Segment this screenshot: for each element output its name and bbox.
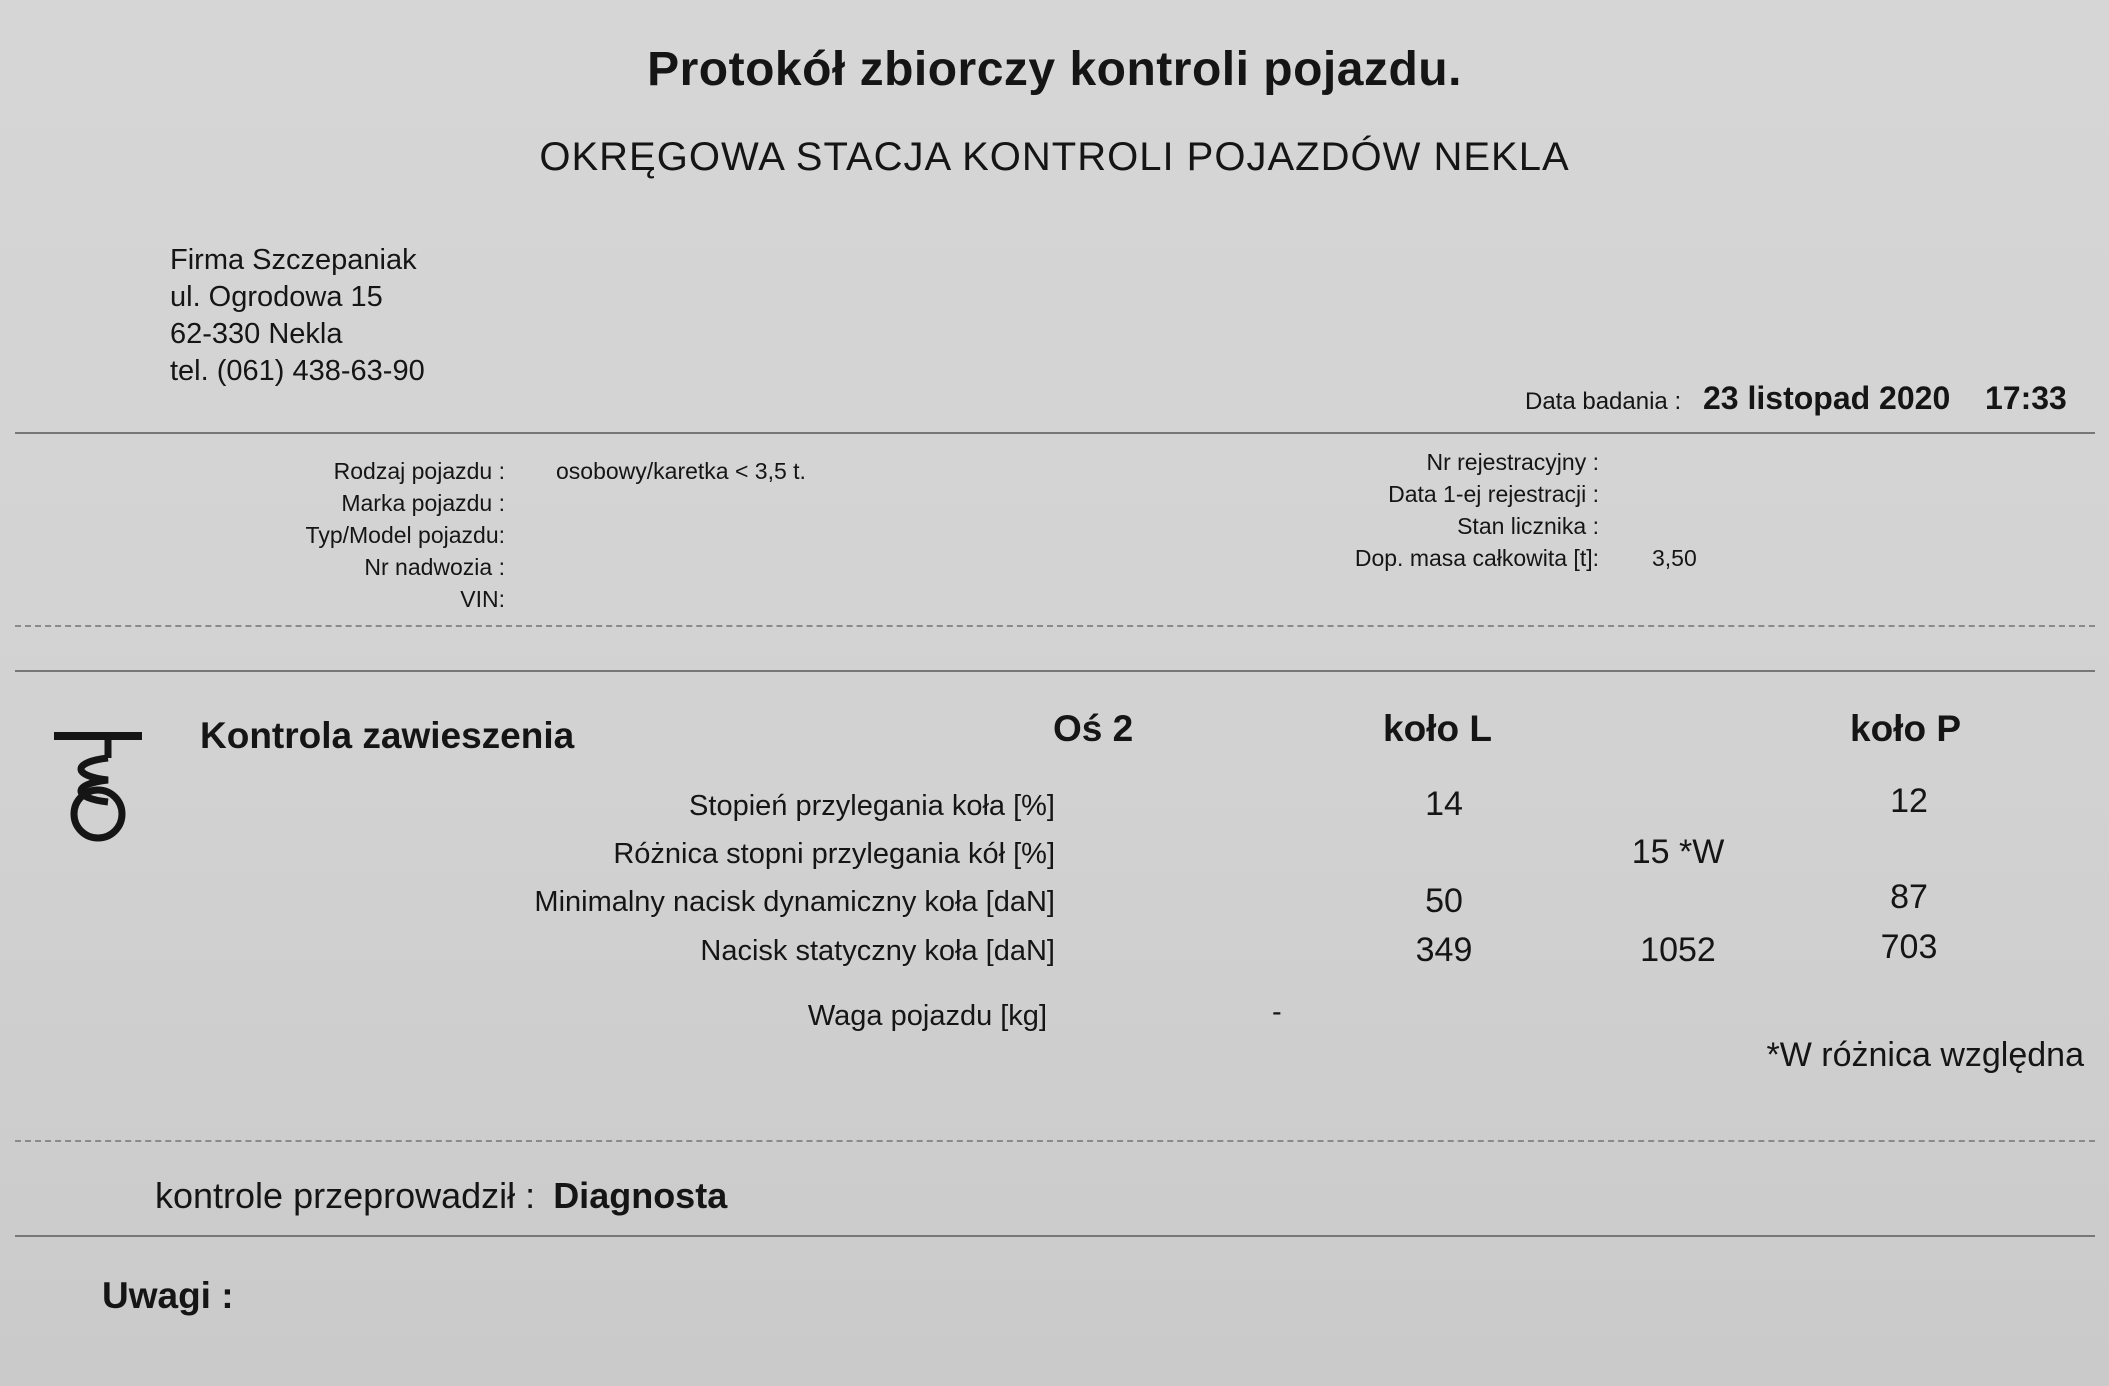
exam-date: 23 listopad 2020 (1703, 380, 1951, 416)
vehicle-make-value (556, 487, 806, 519)
registration-number-label: Nr rejestracyjny : (1426, 449, 1599, 475)
cell-min-dynamic-left: 50 (1425, 882, 1463, 920)
vehicle-weight-value: - (1272, 996, 1282, 1028)
vehicle-left-labels (306, 455, 505, 615)
column-header-left-wheel: koło L (1383, 708, 1492, 749)
divider (15, 432, 2095, 434)
max-weight-label: Dop. masa całkowita [t]: (1354, 545, 1599, 571)
vehicle-vin-value (556, 583, 806, 615)
cell-adhesion-difference: 15 *W (1631, 833, 1725, 871)
performed-by-value: Diagnosta (553, 1175, 728, 1216)
vehicle-vin-label: VIN: (460, 586, 505, 612)
vehicle-body-number-value (556, 551, 806, 583)
row-label-adhesion: Stopień przylegania koła [%] (689, 790, 1055, 822)
company-name: Firma Szczepaniak (170, 244, 417, 276)
performed-by-line (155, 1175, 727, 1217)
remarks-label: Uwagi : (102, 1275, 234, 1316)
suspension-spring-icon (50, 728, 150, 848)
vehicle-weight-label: Waga pojazdu [kg] (807, 1000, 1047, 1032)
row-label-static-pressure: Nacisk statyczny koła [daN] (700, 935, 1055, 967)
divider (15, 1140, 2095, 1142)
cell-adhesion-left: 14 (1425, 785, 1463, 823)
company-street: ul. Ogrodowa 15 (170, 281, 383, 313)
vehicle-type-label: Rodzaj pojazdu : (333, 458, 505, 484)
exam-time: 17:33 (1985, 380, 2067, 416)
divider (15, 625, 2095, 627)
divider (15, 1235, 2095, 1237)
vehicle-make-label: Marka pojazdu : (341, 490, 505, 516)
cell-adhesion-right: 12 (1890, 782, 1928, 820)
vehicle-left-values (556, 455, 806, 615)
station-name: OKRĘGOWA STACJA KONTROLI POJAZDÓW NEKLA (539, 135, 1570, 179)
vehicle-type-value: osobowy/karetka < 3,5 t. (556, 458, 806, 484)
divider (15, 670, 2095, 672)
relative-difference-footnote: *W różnica względna (1766, 1036, 2084, 1074)
company-address (170, 242, 425, 390)
axle-label: Oś 2 (1053, 708, 1134, 749)
row-label-min-dynamic-pressure: Minimalny nacisk dynamiczny koła [daN] (534, 886, 1055, 918)
odometer-label: Stan licznika : (1457, 513, 1599, 539)
vehicle-model-value (556, 519, 806, 551)
vehicle-body-number-label: Nr nadwozia : (364, 554, 505, 580)
vehicle-right-values (1652, 446, 1697, 574)
vehicle-right-labels (1355, 446, 1599, 574)
company-phone: tel. (061) 438-63-90 (170, 355, 425, 387)
cell-min-dynamic-right: 87 (1890, 878, 1928, 916)
registration-number-value (1652, 446, 1697, 478)
first-registration-label: Data 1-ej rejestracji : (1388, 481, 1599, 507)
performed-by-label: kontrole przeprowadził : (155, 1175, 536, 1216)
max-weight-value: 3,50 (1652, 545, 1697, 571)
column-header-right-wheel: koło P (1850, 708, 1962, 749)
row-label-adhesion-difference: Różnica stopni przylegania kół [%] (613, 838, 1055, 870)
first-registration-value (1652, 478, 1697, 510)
document-title: Protokół zbiorczy kontroli pojazdu. (647, 43, 1462, 96)
section-title: Kontrola zawieszenia (200, 715, 575, 756)
cell-static-total: 1052 (1640, 931, 1716, 969)
company-city: 62-330 Nekla (170, 318, 343, 350)
vehicle-model-label: Typ/Model pojazdu: (305, 522, 505, 548)
odometer-value (1652, 510, 1697, 542)
exam-date-label: Data badania : (1525, 388, 1682, 415)
cell-static-left: 349 (1415, 931, 1473, 969)
cell-static-right: 703 (1880, 928, 1938, 966)
